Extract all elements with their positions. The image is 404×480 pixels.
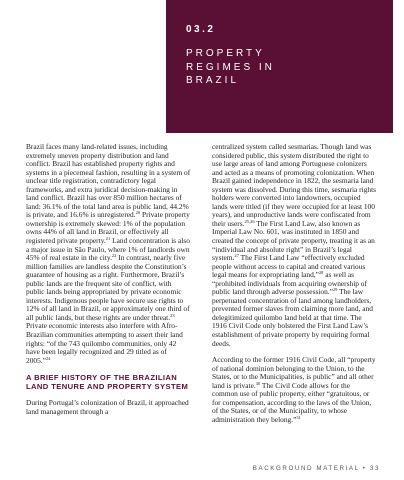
paragraph-text: The law perpetuated concentration of land among landholders, prevented former slaves from claiming more land, and delegitimized quilombo land held at that time. The 1916 Civil Code only bolstered the First Land Law’s establishment of private property by requiring formal deeds. (212, 287, 373, 348)
right-column (212, 143, 377, 433)
section-title-line: REGIMES IN (186, 61, 275, 73)
footnote-ref: 31 (296, 414, 301, 420)
footer-separator: • (362, 465, 367, 472)
left-column (26, 143, 191, 424)
paragraph-text: Private property ownership is extremely skewed: 1% of the population owns 44% of all land in Brazil, or effectively all registered private property. (26, 210, 190, 246)
paragraph-text: According to the former 1916 Civil Code, all “property of national dominion belonging to the Union, to the States, or to the Municipalities, is public” and all other land is private. (212, 355, 376, 390)
paragraph-text: Land concentration is also a major issue in São Paulo, where 1% of landlords own 45% of real estate in the city. (26, 236, 190, 263)
paragraph-text: as well as “prohibited individuals from acquiring ownership of public land through adverse possession.” (212, 270, 367, 297)
footnote-ref: 27 (234, 253, 239, 259)
footnote-ref: 22 (111, 253, 117, 259)
body-paragraph (26, 143, 191, 365)
footnote-ref: 28 (318, 270, 324, 276)
paragraph-text: The Civil Code allows for the common use of public property, either “gratuitous, or for compensation, according to the laws of the Union, of the States, or of the Municipality, to whose administration they belong.” (212, 380, 372, 424)
footer-label: BACKGROUND MATERIAL (252, 465, 360, 472)
footnote-ref: 25,26 (244, 218, 255, 224)
paragraph-text: The First Land Law, also known as Imperial Law No. 601, was instituted in 1850 and created the concept of private property, treating it as an “individual and absolute right” in Brazil’s legal system. (212, 218, 375, 263)
page-number: 33 (369, 465, 380, 472)
footnote-ref: 24 (45, 355, 51, 361)
footnote-ref: 29 (332, 287, 338, 293)
paragraph-text: In contrast, nearly five million families are landless despite the Constitution’s guarantee of housing as a right. Furthermore, Brazil’s public lands are the frequent site of conflict, with public lands being appropriated by private economic interests. Indigenous people have secure use rights to 12% of all land in Brazil, or approximately one third of all public lands, but these rights are under threat. (26, 253, 190, 322)
page-footer (253, 465, 380, 472)
body-paragraph (212, 143, 377, 348)
paragraph-text: Private economic interests also interfere with Afro-Brazilian communities attempting to assert their land rights: “of the 743 quilombo communities, only 42 have been legally recognized and 29 titled as of 2005.” (26, 321, 183, 365)
footnote-ref: 23 (170, 312, 175, 318)
section-title-line: PROPERTY (186, 48, 265, 59)
section-number: 03.2 (186, 24, 216, 35)
section-title-line: BRAZIL (186, 75, 240, 86)
body-paragraph: During Portugal’s colonization of Brazil, it approached land management through a (26, 398, 189, 416)
subsection-heading: A BRIEF HISTORY OF THE BRAZILIAN LAND TENURE AND PROPERTY SYSTEM (26, 373, 189, 392)
section-title (186, 47, 275, 88)
paragraph-text: centralized system called sesmarias. Though land was considered public, this system distributed the right to use large areas of land among Portuguese colonizers and acted as a means of promoting colonization. When Brazil gained independence in 1822, the sesmaria land system was dissolved. During this time, sesmaria rights holders were converted into landowners, occupied lands were titled (if they were occupied for at least 100 years), and unproductive lands were confiscated from their users. (212, 142, 377, 228)
footnote-ref: 30 (255, 380, 261, 386)
paragraph-text: The First Land Law “effectively excluded people without access to capital and created various legal means for expropriating land,” (212, 253, 366, 280)
footnote-ref: 20 (135, 210, 141, 216)
body-paragraph (212, 356, 377, 424)
section-header-block (166, 0, 393, 133)
paragraph-text: Brazil faces many land-related issues, including extremely uneven property distribution and land conflict. Brazil has established property rights and systems in a piecemeal fashion, resulting in a system of unclear title registration, contradictory legal frameworks, and extra juridical decision-making in land conflict. Brazil has over 850 million hectares of land: 36.1% of the total land area is public land, 44.2% is private, and 16.6% is unregistered. (26, 142, 191, 220)
footnote-ref: 21 (105, 236, 111, 242)
